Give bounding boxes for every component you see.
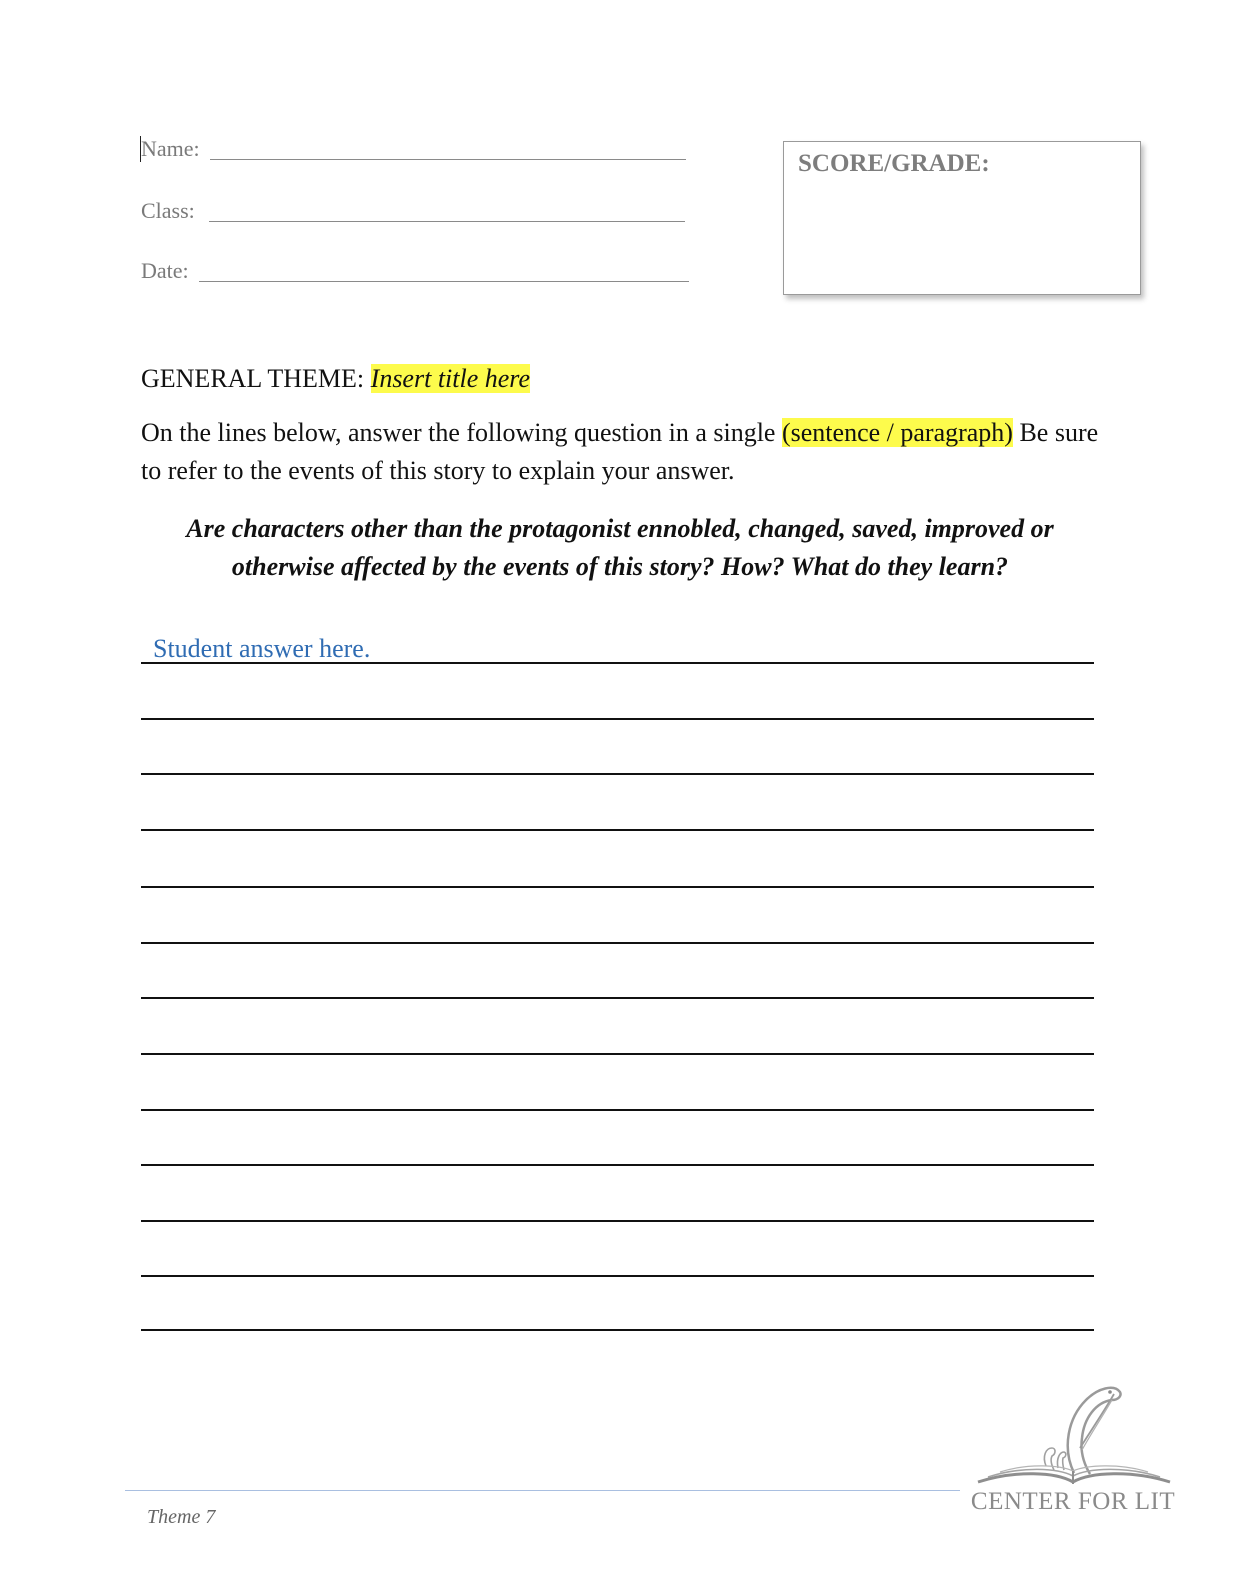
- answer-line[interactable]: [141, 1053, 1094, 1055]
- name-field[interactable]: [141, 136, 686, 162]
- question-line-1: Are characters other than the protagonist ennobled, changed, saved, improved or: [186, 514, 1054, 543]
- general-theme: [141, 364, 530, 394]
- answer-line[interactable]: [141, 1329, 1094, 1331]
- question-line-2: otherwise affected by the events of this story? How? What do they learn?: [231, 552, 1009, 581]
- score-grade-box[interactable]: [783, 141, 1141, 295]
- theme-title[interactable]: Insert title here: [370, 364, 530, 393]
- center-for-lit-brand: CENTER FOR LIT: [970, 1488, 1176, 1515]
- answer-line[interactable]: [141, 1109, 1094, 1111]
- answer-line[interactable]: [141, 1275, 1094, 1277]
- question: [120, 510, 1120, 586]
- class-label: Class:: [141, 198, 195, 223]
- footer-page-label: Theme 7: [147, 1506, 216, 1528]
- answer-line[interactable]: [141, 997, 1094, 999]
- theme-label: GENERAL THEME:: [141, 364, 371, 393]
- answer-line[interactable]: [141, 886, 1094, 888]
- instructions-highlight: (sentence / paragraph): [781, 418, 1013, 447]
- student-answer[interactable]: Student answer here.: [153, 634, 371, 663]
- answer-line[interactable]: [141, 1220, 1094, 1222]
- date-label: Date:: [141, 258, 189, 283]
- answer-line[interactable]: [141, 829, 1094, 831]
- date-line[interactable]: [199, 280, 689, 282]
- instructions: [141, 414, 1101, 490]
- instructions-part2: Be sure to refer to the events of this story to explain your answer.: [141, 418, 1099, 485]
- class-field[interactable]: [141, 198, 685, 224]
- instructions-part1: On the lines below, answer the following question in a single: [141, 418, 782, 447]
- answer-line[interactable]: [141, 718, 1094, 720]
- answer-line[interactable]: [141, 942, 1094, 944]
- answer-line[interactable]: [141, 662, 1094, 664]
- date-field[interactable]: [141, 258, 689, 284]
- footer-rule: [125, 1490, 960, 1491]
- class-line[interactable]: [209, 220, 685, 222]
- name-line[interactable]: [210, 158, 686, 160]
- name-label: Name:: [141, 136, 200, 161]
- answer-line[interactable]: [141, 773, 1094, 775]
- answer-line[interactable]: [141, 1164, 1094, 1166]
- score-grade-label: SCORE/GRADE:: [798, 150, 990, 177]
